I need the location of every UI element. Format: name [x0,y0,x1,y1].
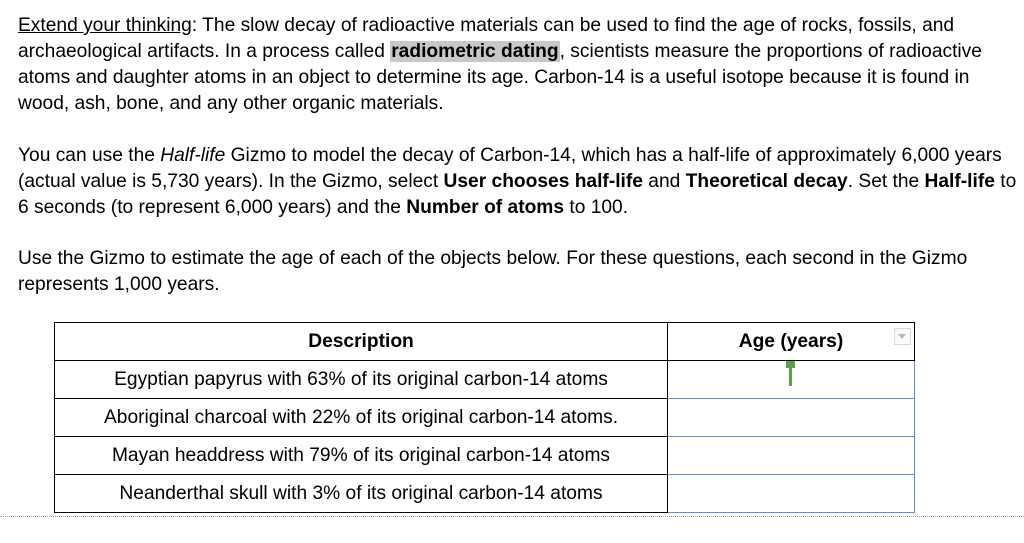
instr-text: to 6 seconds (to represent 6,000 years) and the [18,171,1017,218]
setting-half-life: Half-life [924,171,995,192]
row-description: Neanderthal skull with 3% of its original carbon-14 atoms [55,475,668,513]
chevron-down-icon[interactable] [894,328,911,345]
row-description: Aboriginal charcoal with 22% of its original carbon-14 atoms. [55,399,668,437]
instr-text: and [642,171,686,192]
page-break-divider [0,516,1024,517]
age-input-cell[interactable] [668,399,915,437]
instr-text: . Set the [847,171,925,192]
header-description: Description [55,323,668,361]
table-row [55,361,915,399]
intro-text-end: , scientists measure the proportions of radioactive atoms and daughter atoms in an object to determine its age. Carbon-14 is a useful isotope because it is found in wood, ash, bone, and any other organic materials. [18,41,982,114]
intro-text: : The slow decay of radioactive materials can be used to find the age of rocks, fossils, and archaeological artifacts. In a process called [18,15,955,62]
instructions-paragraph [18,143,1018,221]
age-input-cell[interactable] [668,437,915,475]
option-user-chooses-half-life: User chooses half-life [443,171,643,192]
header-age-label: Age (years) [738,330,844,352]
extend-thinking-heading: Extend your thinking [18,15,192,36]
option-theoretical-decay: Theoretical decay [685,171,848,192]
intro-paragraph [18,13,1018,117]
age-input-cell[interactable] [668,361,915,399]
age-input-cell[interactable] [668,475,915,513]
setting-number-of-atoms: Number of atoms [406,197,565,218]
header-age [668,323,915,361]
table-row [55,437,915,475]
row-description: Egyptian papyrus with 63% of its original carbon-14 atoms [55,361,668,399]
instr-text: You can use the [18,145,161,166]
gizmo-name: Half-life [160,145,226,166]
instr-text: Gizmo to model the decay of Carbon-14, which has a half-life of approximately 6,000 years (actual value is 5,730 years). In the Gizmo, select [18,145,1002,192]
instr-text: to 100. [564,197,629,218]
table-row [55,475,915,513]
age-table [54,322,915,513]
table-header-row [55,323,915,361]
table-row [55,399,915,437]
text-cursor-icon [786,361,796,387]
radiometric-dating-term: radiometric dating [391,41,559,62]
row-description: Mayan headdress with 79% of its original carbon-14 atoms [55,437,668,475]
task-paragraph: Use the Gizmo to estimate the age of each of the objects below. For these questions, each second in the Gizmo represents 1,000 years. [18,248,968,295]
